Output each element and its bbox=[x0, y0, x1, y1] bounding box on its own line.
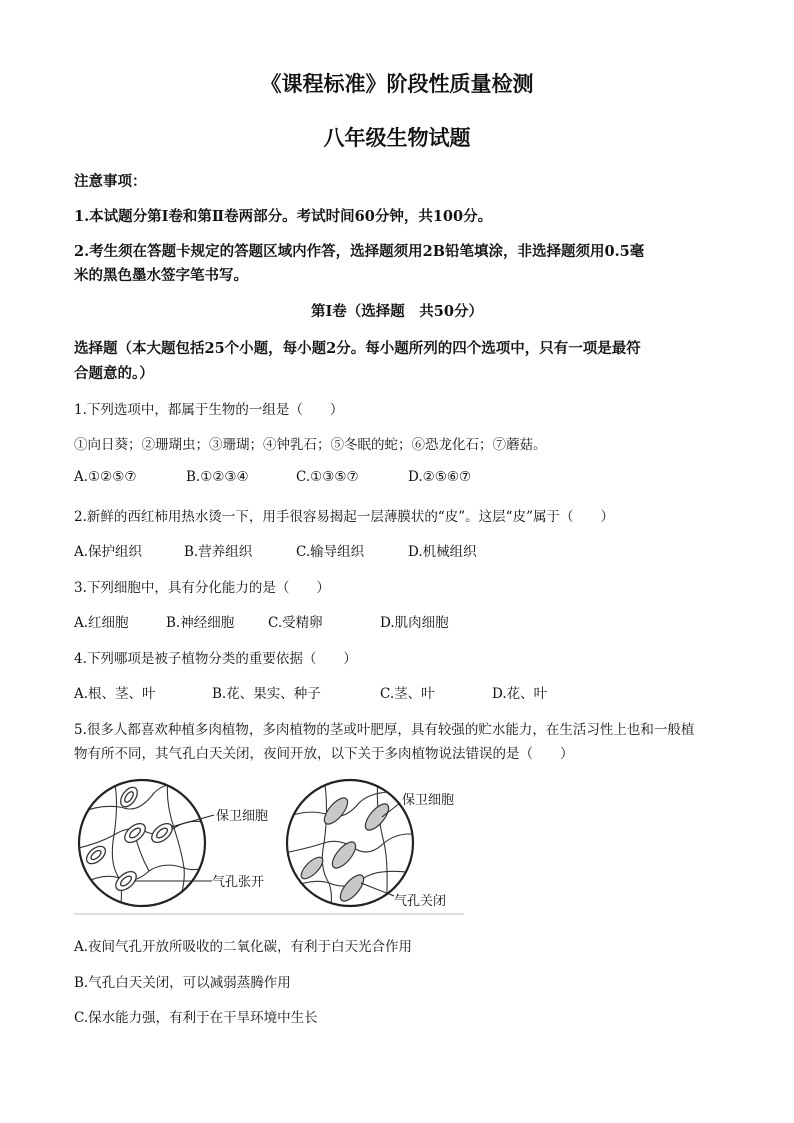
label-stoma-closed: 气孔关闭 bbox=[394, 893, 447, 908]
page-title: 《课程标准》阶段性质量检测 bbox=[260, 71, 534, 96]
page-subtitle: 八年级生物试题 bbox=[323, 125, 471, 150]
stomata-figure bbox=[74, 773, 474, 915]
q1-detail: ①向日葵；②珊瑚虫；③珊瑚；④钟乳石；⑤冬眠的蛇；⑥恐龙化石；⑦蘑菇。 bbox=[74, 437, 547, 453]
q1-option-b[interactable]: B.①②③④ bbox=[186, 469, 249, 485]
q4-option-a[interactable]: A.根、茎、叶 bbox=[74, 686, 156, 702]
q2-stem: 2.新鲜的西红柿用热水烫一下，用手很容易揭起一层薄膜状的“皮”。这层“皮”属于（ ） bbox=[74, 509, 614, 525]
q2-option-c[interactable]: C.输导组织 bbox=[296, 544, 365, 560]
label-stoma-open: 气孔张开 bbox=[212, 874, 265, 889]
q5-option-a[interactable]: A.夜间气孔开放所吸收的二氧化碳，有利于白天光合作用 bbox=[74, 939, 413, 955]
q2-option-d[interactable]: D.机械组织 bbox=[408, 544, 477, 560]
q4-option-c[interactable]: C.茎、叶 bbox=[380, 686, 435, 702]
q3-option-c[interactable]: C.受精卵 bbox=[268, 615, 323, 631]
q1-stem: 1.下列选项中，都属于生物的一组是（ ） bbox=[74, 402, 344, 418]
section-intro-line-1: 选择题（本大题包括25个小题，每小题2分。每小题所列的四个选项中，只有一项是最符 bbox=[74, 340, 641, 357]
section-title: 第Ⅰ卷（选择题 共50分） bbox=[311, 303, 483, 320]
q2-option-b[interactable]: B.营养组织 bbox=[184, 544, 253, 560]
q5-option-b[interactable]: B.气孔白天关闭，可以减弱蒸腾作用 bbox=[74, 975, 291, 991]
section-intro-line-2: 合题意的。） bbox=[74, 365, 154, 382]
stomata-closed-diagram bbox=[284, 773, 419, 913]
q4-stem: 4.下列哪项是被子植物分类的重要依据（ ） bbox=[74, 651, 357, 667]
label-guard-cell-left: 保卫细胞 bbox=[216, 808, 269, 823]
q3-option-b[interactable]: B.神经细胞 bbox=[166, 615, 235, 631]
q5-option-c[interactable]: C.保水能力强，有利于在干旱环境中生长 bbox=[74, 1010, 318, 1026]
notice-item-1: 1.本试题分第Ⅰ卷和第Ⅱ卷两部分。考试时间60分钟，共100分。 bbox=[74, 208, 493, 225]
q5-stem-line-2: 物有所不同，其气孔白天关闭，夜间开放，以下关于多肉植物说法错误的是（ ） bbox=[74, 746, 574, 762]
q3-option-d[interactable]: D.肌肉细胞 bbox=[380, 615, 449, 631]
notice-item-2-line-2: 米的黑色墨水签字笔书写。 bbox=[74, 267, 248, 284]
q3-option-a[interactable]: A.红细胞 bbox=[74, 615, 129, 631]
q5-stem-line-1: 5.很多人都喜欢种植多肉植物，多肉植物的茎或叶肥厚，具有较强的贮水能力，在生活习性上也和一般植 bbox=[74, 722, 695, 738]
stomata-open-diagram bbox=[79, 773, 214, 913]
notice-heading: 注意事项： bbox=[74, 173, 147, 190]
q1-option-d[interactable]: D.②⑤⑥⑦ bbox=[408, 469, 472, 485]
q4-option-d[interactable]: D.花、叶 bbox=[492, 686, 548, 702]
label-guard-cell-right: 保卫细胞 bbox=[402, 792, 455, 807]
q1-option-a[interactable]: A.①②⑤⑦ bbox=[74, 469, 137, 485]
notice-item-2-line-1: 2.考生须在答题卡规定的答题区域内作答，选择题须用2B铅笔填涂，非选择题须用0.5毫 bbox=[74, 243, 645, 260]
q1-option-c[interactable]: C.①③⑤⑦ bbox=[296, 469, 359, 485]
q3-stem: 3.下列细胞中，具有分化能力的是（ ） bbox=[74, 580, 330, 596]
q2-option-a[interactable]: A.保护组织 bbox=[74, 544, 143, 560]
q4-option-b[interactable]: B.花、果实、种子 bbox=[212, 686, 321, 702]
